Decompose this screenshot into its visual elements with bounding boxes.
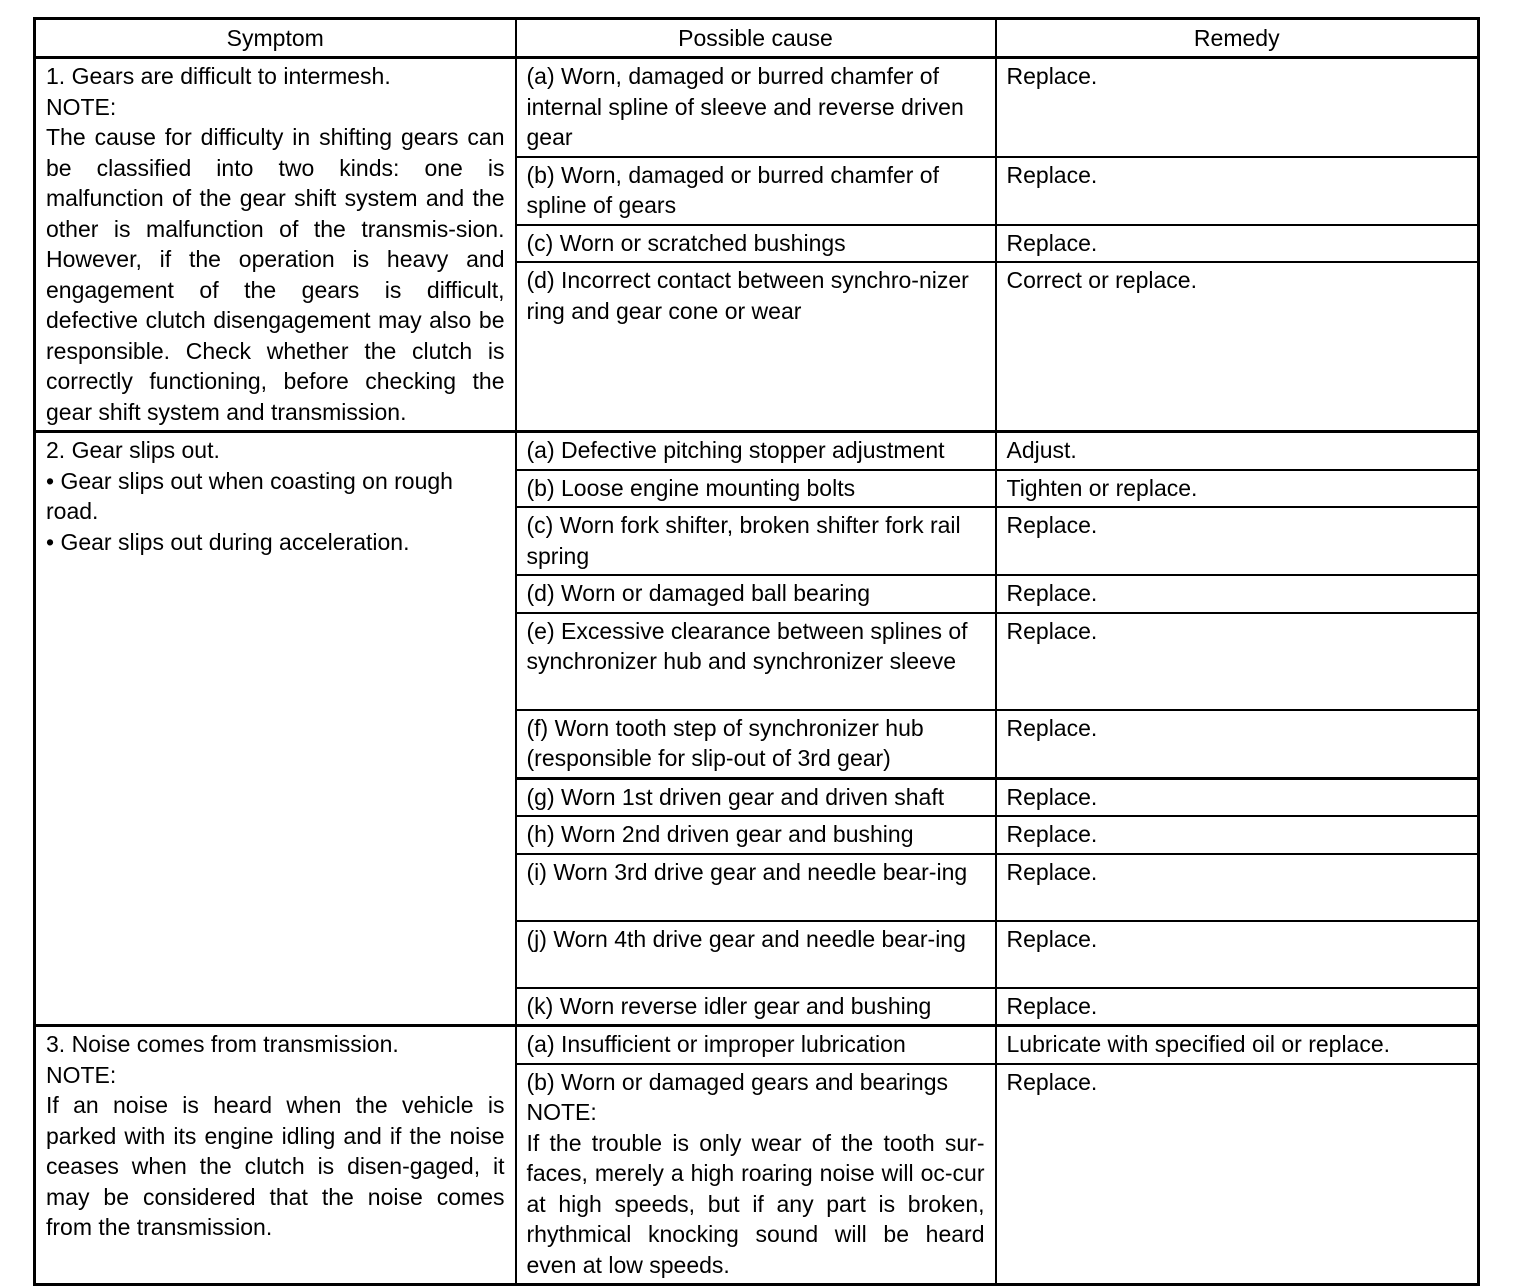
cause-text: (b) Worn or damaged gears and bearings xyxy=(526,1068,948,1095)
note-text: If an noise is heard when the vehicle is parked with its engine idling and if the noise ceases when the clutch is disen-gaged, it may be considered that the noise comes from the transmission. xyxy=(46,1092,505,1240)
cause-cell: (a) Defective pitching stopper adjustment xyxy=(516,432,996,470)
cause-cell: (c) Worn fork shifter, broken shifter fork rail spring xyxy=(516,507,996,575)
remedy-cell: Tighten or replace. xyxy=(996,470,1479,508)
cause-cell: (d) Worn or damaged ball bearing xyxy=(516,575,996,613)
header-symptom: Symptom xyxy=(35,19,516,58)
remedy-cell: Replace. xyxy=(996,710,1479,779)
cause-cell: (a) Insufficient or improper lubrication xyxy=(516,1026,996,1064)
cause-cell: (k) Worn reverse idler gear and bushing xyxy=(516,988,996,1026)
symptom-title: 3. Noise comes from transmission. xyxy=(46,1031,399,1057)
cause-cell: (i) Worn 3rd drive gear and needle bear-ing xyxy=(516,854,996,921)
cause-cell: (j) Worn 4th drive gear and needle bear-ing xyxy=(516,921,996,988)
header-row xyxy=(35,19,1479,58)
remedy-cell: Replace. xyxy=(996,507,1479,575)
remedy-cell: Replace. xyxy=(996,816,1479,854)
cause-cell: (a) Worn, damaged or burred chamfer of internal spline of sleeve and reverse driven gear xyxy=(516,58,996,157)
remedy-cell: Correct or replace. xyxy=(996,262,1479,431)
note-text: The cause for difficulty in shifting gears can be classified into two kinds: one is malfunction of the gear shift system and the other is malfunction of the transmis-sion. However, if the operation is heavy and engagement of the gears is difficult, defective clutch disengagement may also be responsible. Check whether the clutch is correctly functioning, before checking the gear shift system and transmission. xyxy=(46,124,505,425)
symptom-title: 1. Gears are difficult to intermesh. xyxy=(46,63,391,89)
symptom-bullet: • Gear slips out during acceleration. xyxy=(46,528,410,555)
cause-note-label: NOTE: xyxy=(526,1099,597,1125)
note-label: NOTE: xyxy=(46,1061,117,1088)
cause-cell: (d) Incorrect contact between synchro-nizer ring and gear cone or wear xyxy=(516,262,996,431)
cause-cell: (h) Worn 2nd driven gear and bushing xyxy=(516,816,996,854)
cause-cell: (e) Excessive clearance between splines of synchronizer hub and synchronizer sleeve xyxy=(516,613,996,710)
troubleshooting-table xyxy=(33,17,1480,1286)
remedy-cell: Replace. xyxy=(996,921,1479,988)
remedy-cell: Replace. xyxy=(996,225,1479,263)
cause-cell xyxy=(516,1064,996,1285)
symptom-cell xyxy=(35,432,516,1026)
remedy-cell: Replace. xyxy=(996,575,1479,613)
cause-cell: (f) Worn tooth step of synchronizer hub (responsible for slip-out of 3rd gear) xyxy=(516,710,996,779)
cause-cell: (c) Worn or scratched bushings xyxy=(516,225,996,263)
symptom-cell xyxy=(35,1026,516,1285)
cause-cell: (g) Worn 1st driven gear and driven shaft xyxy=(516,778,996,816)
cause-cell: (b) Worn, damaged or burred chamfer of spline of gears xyxy=(516,157,996,225)
symptom-bullet: • Gear slips out when coasting on rough road. xyxy=(46,467,453,524)
remedy-cell: Replace. xyxy=(996,854,1479,921)
symptom-title: 2. Gear slips out. xyxy=(46,437,220,463)
remedy-cell: Replace. xyxy=(996,157,1479,225)
cause-note-text: If the trouble is only wear of the tooth sur-faces, merely a high roaring noise will oc-cur at high speeds, but if any part is broken, rhythmical knocking sound will be heard even at low speeds. xyxy=(526,1129,985,1278)
remedy-cell: Replace. xyxy=(996,778,1479,816)
remedy-cell: Replace. xyxy=(996,988,1479,1026)
table-row xyxy=(35,1026,1479,1064)
header-remedy: Remedy xyxy=(996,19,1479,58)
table-row xyxy=(35,432,1479,470)
remedy-cell: Replace. xyxy=(996,58,1479,157)
note-label: NOTE: xyxy=(46,93,117,120)
cause-cell: (b) Loose engine mounting bolts xyxy=(516,470,996,508)
symptom-cell xyxy=(35,58,516,432)
remedy-cell: Replace. xyxy=(996,613,1479,710)
table-row xyxy=(35,58,1479,157)
remedy-cell: Lubricate with specified oil or replace. xyxy=(996,1026,1479,1064)
remedy-cell: Replace. xyxy=(996,1064,1479,1285)
remedy-cell: Adjust. xyxy=(996,432,1479,470)
header-possible-cause: Possible cause xyxy=(516,19,996,58)
